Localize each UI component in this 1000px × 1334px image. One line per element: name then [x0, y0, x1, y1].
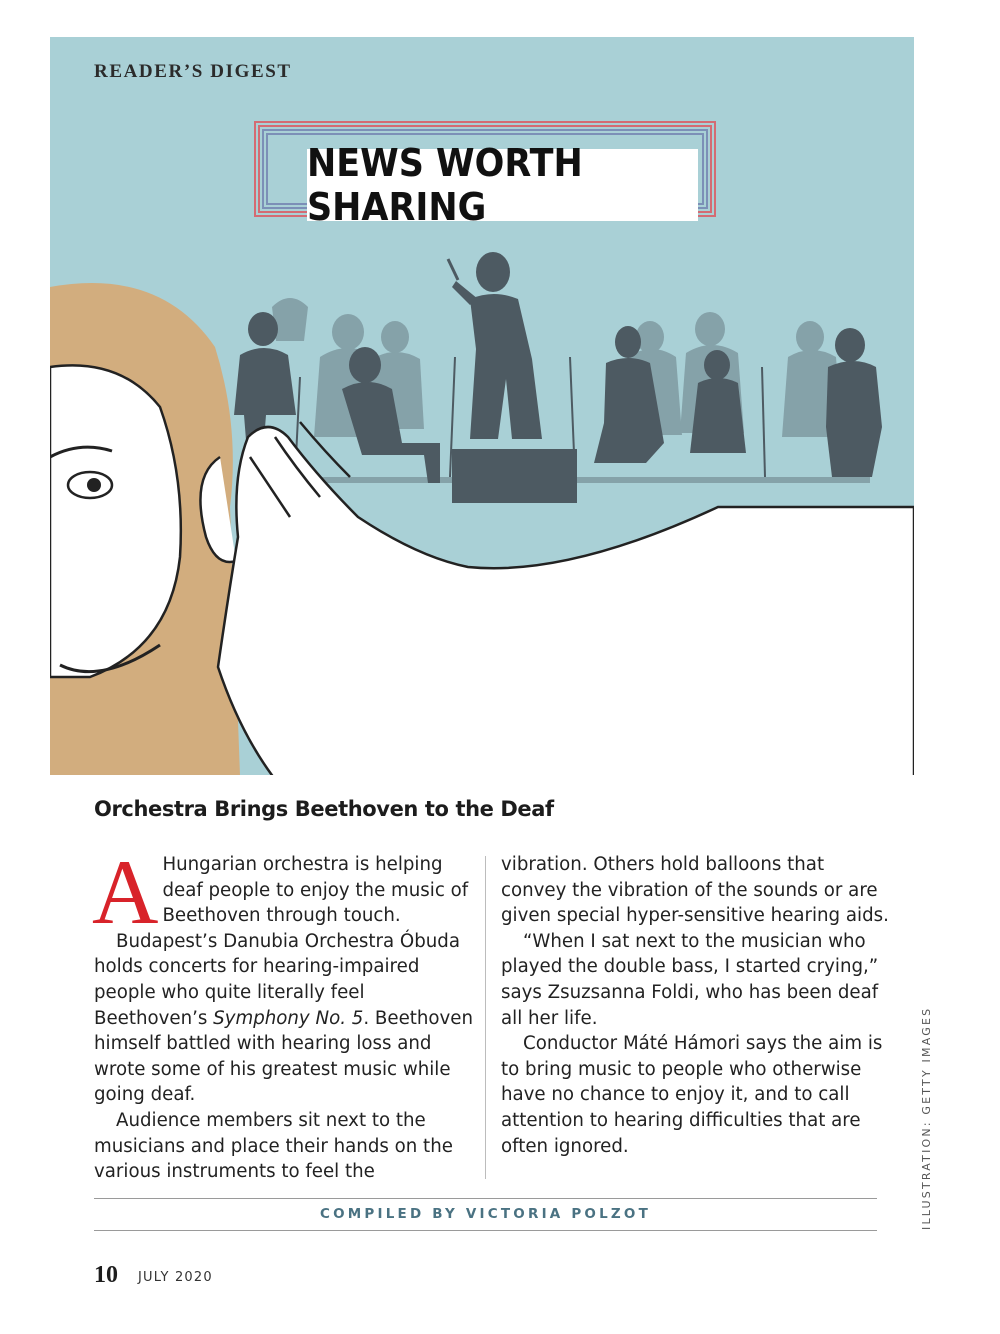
paragraph: Audience members sit next to the musicians and place their hands on the various instruments to feel the — [94, 1109, 453, 1183]
paragraph: Conductor Máté Hámori says the aim is to bring music to people who otherwise have no chance to enjoy it, and to call attention to hearing difficulties that are often ignored. — [501, 1033, 883, 1157]
paragraph: vibration. Others hold balloons that convey the vibration of the sounds or are given special hyper-sensitive hearing aids. — [501, 854, 889, 927]
issue-date: JULY 2020 — [138, 1270, 213, 1285]
paragraph: “When I sat next to the musician who played the double bass, I started crying,” says Zsuzsanna Foldi, who has been deaf all her life. — [501, 930, 879, 1029]
column-divider — [485, 856, 486, 1179]
credit-rule-bottom — [94, 1230, 877, 1231]
paragraph: Budapest’s Danubia Orchestra Óbuda holds concerts for hearing-impaired people who quite literally feel Beethoven’s Symphony No. 5. Beethoven himself battled with hearing loss and wrote some of his greatest music while going deaf. — [94, 930, 474, 1106]
illustration-credit: ILLUSTRATION: GETTY IMAGES — [920, 1006, 933, 1230]
paragraph: A Hungarian orchestra is helping deaf people to enjoy the music of Beethoven through touch. — [92, 841, 469, 943]
article-column-2 — [501, 852, 891, 1159]
section-banner: NEWS WORTH SHARING — [307, 149, 698, 221]
article-headline: Orchestra Brings Beethoven to the Deaf — [94, 797, 554, 821]
dropcap: A — [92, 841, 159, 943]
cover-illustration — [50, 37, 914, 775]
credit-rule-top — [94, 1198, 877, 1199]
page-number: 10 — [94, 1262, 118, 1288]
article-column-1 — [92, 841, 474, 1185]
compiled-by-credit: COMPILED BY VICTORIA POLZOT — [320, 1206, 651, 1222]
masthead: READER’S DIGEST — [94, 61, 292, 82]
